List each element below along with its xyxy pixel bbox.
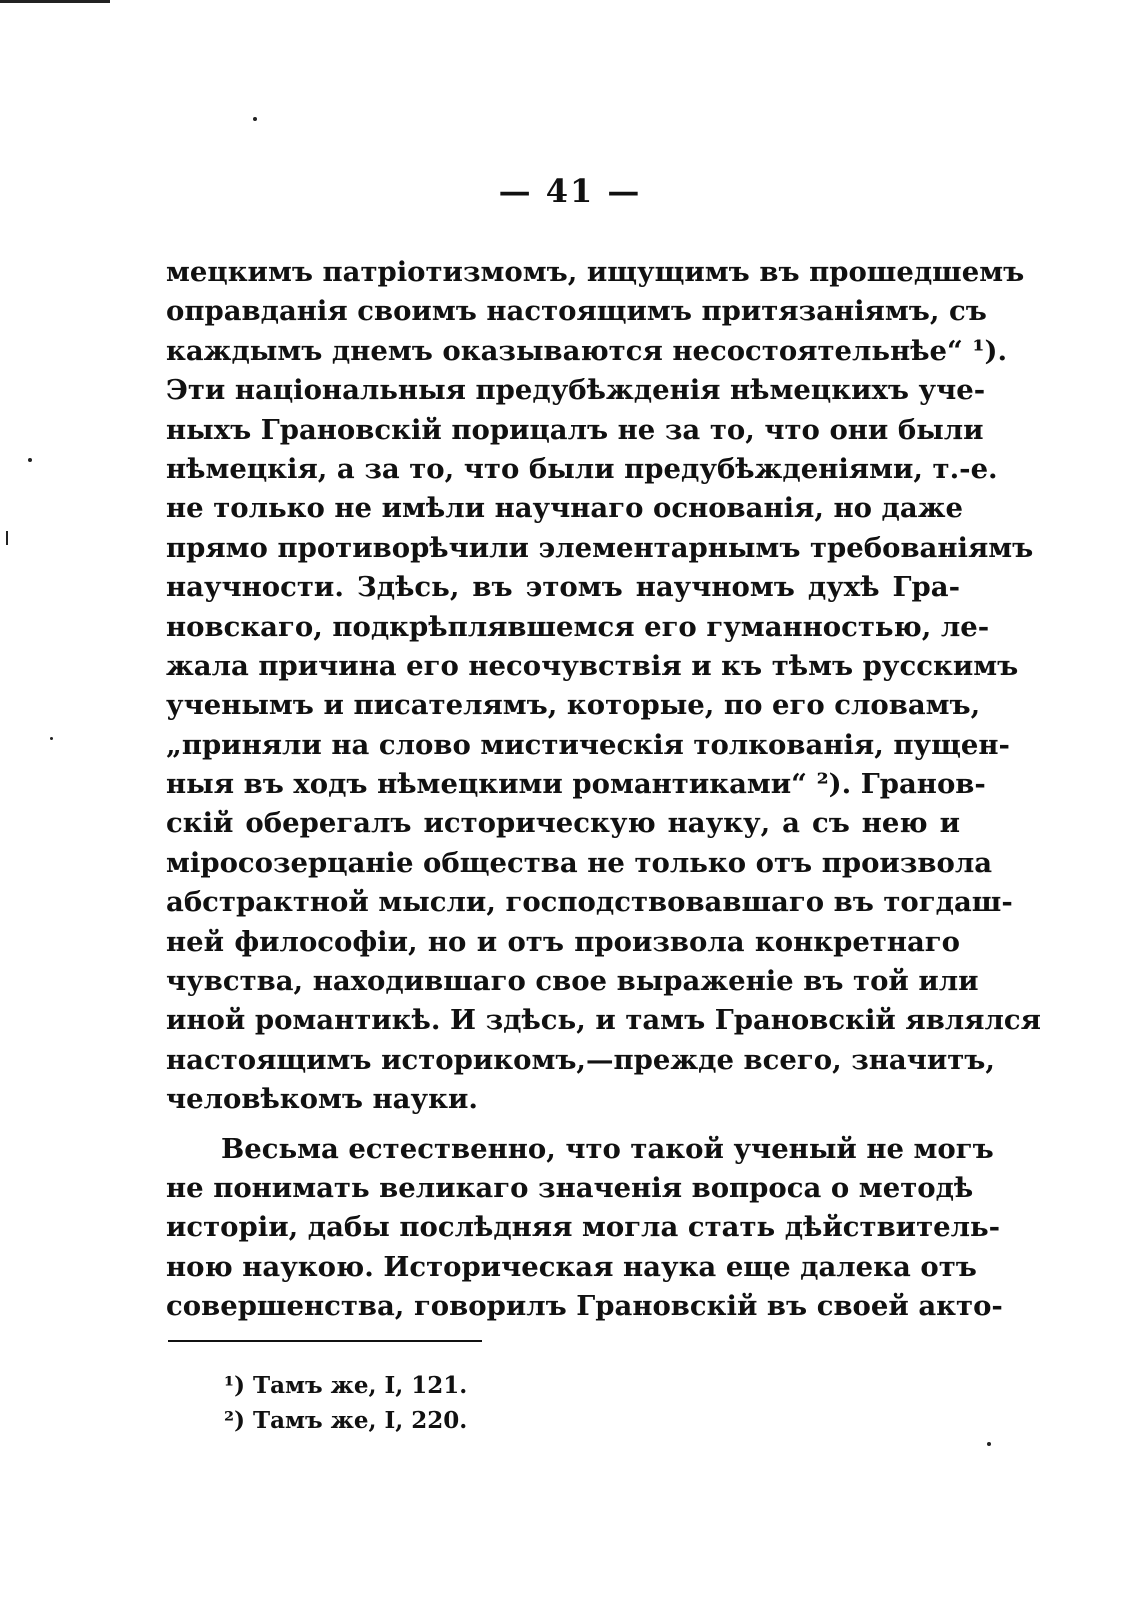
text-line: ныя въ ходъ нѣмецкими романтиками“ ²). Гранов- <box>166 768 986 801</box>
scan-speck <box>0 0 110 3</box>
footnotes <box>224 1368 467 1438</box>
footnote-1: ¹) Тамъ же, I, 121. <box>224 1372 468 1399</box>
text-line: не только не имѣли научнаго основанія, но даже <box>166 492 963 525</box>
paragraph-2 <box>166 1130 1003 1327</box>
text-line: иной романтикѣ. И здѣсь, и тамъ Грановскій являлся <box>166 1004 1041 1037</box>
text-line: ней философіи, но и отъ произвола конкретнаго <box>166 925 960 958</box>
text-line: прямо противорѣчили элементарнымъ требованіямъ <box>166 531 1034 564</box>
text-line: міросозерцаніе общества не только отъ произвола <box>166 846 993 879</box>
text-line: не понимать великаго значенія вопроса о методѣ <box>166 1171 974 1204</box>
text-line: научности. Здѣсь, въ этомъ научномъ духѣ Гра- <box>166 571 960 604</box>
text-line: жала причина его несочувствія и къ тѣмъ русскимъ <box>166 649 1019 682</box>
text-line: ною наукою. Историческая наука еще далека отъ <box>166 1250 977 1283</box>
text-line: мецкимъ патріотизмомъ, ищущимъ въ прошедшемъ <box>166 256 1025 288</box>
text-line: оправданія своимъ настоящимъ притязаніямъ, съ <box>166 295 987 328</box>
text-line: каждымъ днемъ оказываются несостоятельнѣе“ ¹). <box>166 334 1008 367</box>
text-line: Весьма естественно, что такой ученый не могъ <box>221 1132 994 1165</box>
text-line: человѣкомъ науки. <box>166 1083 478 1116</box>
text-line: скій оберегалъ историческую науку, а съ нею и <box>166 807 960 840</box>
text-line: настоящимъ историкомъ,—прежде всего, значитъ, <box>166 1043 995 1076</box>
body-text <box>166 253 1041 1327</box>
page-number: — 41 — <box>498 172 642 210</box>
scan-speck <box>6 531 8 545</box>
footnote-divider <box>168 1340 482 1342</box>
text-line: Эти національныя предубѣжденія нѣмецкихъ уче- <box>166 374 986 407</box>
text-line: совершенства, говорилъ Грановскій въ своей акто- <box>166 1290 1003 1323</box>
scan-speck <box>253 117 257 121</box>
scan-speck <box>28 458 32 462</box>
footnote-2: ²) Тамъ же, I, 220. <box>224 1407 468 1434</box>
text-line: исторіи, дабы послѣдняя могла стать дѣйствитель- <box>166 1211 1001 1244</box>
paragraph-1 <box>166 253 1041 1120</box>
text-line: нѣмецкія, а за то, что были предубѣжденіями, т.-е. <box>166 452 998 485</box>
text-line: абстрактной мысли, господствовавшаго въ тогдаш- <box>166 886 1013 919</box>
scan-speck <box>50 737 53 740</box>
scan-speck <box>987 1442 991 1446</box>
text-line: ныхъ Грановскій порицалъ не за то, что они были <box>166 413 984 446</box>
text-line: новскаго, подкрѣплявшемся его гуманностью, ле- <box>166 610 990 643</box>
text-line: чувства, находившаго свое выраженіе въ той или <box>166 965 979 998</box>
text-line: ученымъ и писателямъ, которые, по его словамъ, <box>166 689 981 722</box>
text-line: „приняли на слово мистическія толкованія, пущен- <box>166 728 1010 761</box>
